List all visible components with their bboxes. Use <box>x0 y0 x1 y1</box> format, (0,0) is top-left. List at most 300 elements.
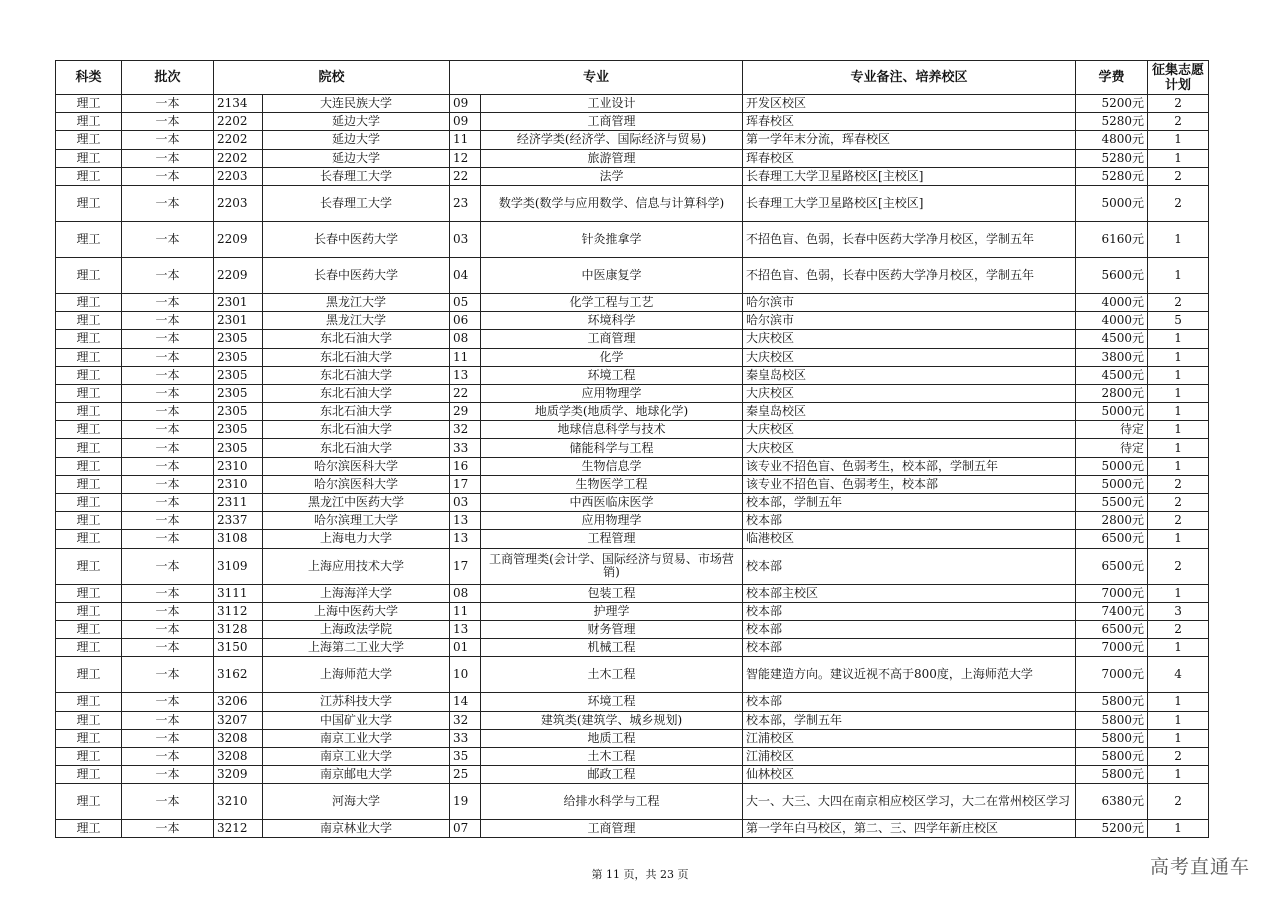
cell-school-name: 上海第二工业大学 <box>263 639 450 657</box>
cell-batch: 一本 <box>122 747 214 765</box>
cell-school-code: 2202 <box>214 113 263 131</box>
cell-category: 理工 <box>56 584 122 602</box>
cell-remark: 仙林校区 <box>743 766 1076 784</box>
cell-batch: 一本 <box>122 784 214 820</box>
cell-school-code: 2209 <box>214 221 263 257</box>
cell-major-code: 09 <box>450 113 481 131</box>
cell-remark: 大庆校区 <box>743 348 1076 366</box>
cell-major-code: 32 <box>450 421 481 439</box>
cell-tuition: 5000元 <box>1076 457 1148 475</box>
table-row <box>56 95 1209 113</box>
table-row <box>56 475 1209 493</box>
header-remark: 专业备注、培养校区 <box>743 61 1076 95</box>
table-row <box>56 693 1209 711</box>
cell-plan: 1 <box>1148 584 1209 602</box>
cell-category: 理工 <box>56 512 122 530</box>
cell-category: 理工 <box>56 439 122 457</box>
cell-major-name: 生物信息学 <box>481 457 743 475</box>
cell-category: 理工 <box>56 257 122 293</box>
cell-school-code: 2202 <box>214 131 263 149</box>
cell-category: 理工 <box>56 475 122 493</box>
cell-school-name: 河海大学 <box>263 784 450 820</box>
cell-category: 理工 <box>56 620 122 638</box>
cell-category: 理工 <box>56 494 122 512</box>
cell-tuition: 4000元 <box>1076 293 1148 311</box>
cell-remark: 校本部，学制五年 <box>743 494 1076 512</box>
cell-tuition: 4800元 <box>1076 131 1148 149</box>
cell-plan: 2 <box>1148 95 1209 113</box>
cell-school-name: 东北石油大学 <box>263 366 450 384</box>
cell-category: 理工 <box>56 366 122 384</box>
cell-school-code: 2310 <box>214 457 263 475</box>
cell-batch: 一本 <box>122 711 214 729</box>
cell-school-code: 3208 <box>214 747 263 765</box>
cell-major-name: 护理学 <box>481 602 743 620</box>
cell-major-name: 工商管理 <box>481 330 743 348</box>
cell-tuition: 待定 <box>1076 421 1148 439</box>
cell-batch: 一本 <box>122 657 214 693</box>
cell-major-name: 工业设计 <box>481 95 743 113</box>
cell-tuition: 6500元 <box>1076 620 1148 638</box>
cell-category: 理工 <box>56 548 122 584</box>
cell-school-name: 黑龙江大学 <box>263 312 450 330</box>
cell-major-name: 邮政工程 <box>481 766 743 784</box>
cell-major-name: 包装工程 <box>481 584 743 602</box>
cell-batch: 一本 <box>122 95 214 113</box>
cell-batch: 一本 <box>122 421 214 439</box>
cell-remark: 江浦校区 <box>743 747 1076 765</box>
cell-batch: 一本 <box>122 693 214 711</box>
cell-tuition: 6500元 <box>1076 530 1148 548</box>
cell-school-name: 延边大学 <box>263 113 450 131</box>
cell-major-name: 应用物理学 <box>481 512 743 530</box>
cell-major-code: 04 <box>450 257 481 293</box>
table-row <box>56 439 1209 457</box>
cell-category: 理工 <box>56 384 122 402</box>
cell-batch: 一本 <box>122 366 214 384</box>
cell-plan: 2 <box>1148 293 1209 311</box>
cell-remark: 校本部 <box>743 620 1076 638</box>
cell-school-code: 2305 <box>214 439 263 457</box>
cell-school-name: 南京林业大学 <box>263 820 450 838</box>
cell-major-code: 23 <box>450 185 481 221</box>
cell-school-code: 3207 <box>214 711 263 729</box>
cell-school-name: 东北石油大学 <box>263 384 450 402</box>
cell-school-code: 3150 <box>214 639 263 657</box>
cell-school-name: 延边大学 <box>263 131 450 149</box>
table-row <box>56 657 1209 693</box>
cell-major-code: 06 <box>450 312 481 330</box>
cell-major-code: 11 <box>450 348 481 366</box>
cell-school-code: 2305 <box>214 403 263 421</box>
cell-major-name: 法学 <box>481 167 743 185</box>
cell-batch: 一本 <box>122 131 214 149</box>
cell-major-name: 中西医临床医学 <box>481 494 743 512</box>
cell-plan: 2 <box>1148 475 1209 493</box>
cell-major-code: 35 <box>450 747 481 765</box>
cell-category: 理工 <box>56 657 122 693</box>
cell-major-name: 针灸推拿学 <box>481 221 743 257</box>
cell-tuition: 待定 <box>1076 439 1148 457</box>
cell-tuition: 5000元 <box>1076 403 1148 421</box>
cell-major-code: 17 <box>450 548 481 584</box>
cell-school-name: 南京邮电大学 <box>263 766 450 784</box>
cell-remark: 该专业不招色盲、色弱考生，校本部 <box>743 475 1076 493</box>
cell-plan: 1 <box>1148 766 1209 784</box>
cell-remark: 临港校区 <box>743 530 1076 548</box>
cell-tuition: 7000元 <box>1076 657 1148 693</box>
cell-school-name: 东北石油大学 <box>263 421 450 439</box>
cell-plan: 2 <box>1148 113 1209 131</box>
cell-category: 理工 <box>56 95 122 113</box>
cell-remark: 珲春校区 <box>743 113 1076 131</box>
cell-tuition: 5800元 <box>1076 729 1148 747</box>
cell-plan: 1 <box>1148 421 1209 439</box>
cell-school-code: 2305 <box>214 421 263 439</box>
watermark-text: 高考直通车 <box>1149 856 1250 878</box>
cell-category: 理工 <box>56 312 122 330</box>
cell-tuition: 5500元 <box>1076 494 1148 512</box>
cell-plan: 1 <box>1148 131 1209 149</box>
cell-plan: 2 <box>1148 620 1209 638</box>
cell-plan: 1 <box>1148 711 1209 729</box>
cell-major-name: 机械工程 <box>481 639 743 657</box>
cell-category: 理工 <box>56 820 122 838</box>
cell-school-code: 2305 <box>214 348 263 366</box>
cell-tuition: 6380元 <box>1076 784 1148 820</box>
cell-school-name: 南京工业大学 <box>263 729 450 747</box>
cell-school-code: 2310 <box>214 475 263 493</box>
cell-major-code: 05 <box>450 293 481 311</box>
cell-school-name: 中国矿业大学 <box>263 711 450 729</box>
cell-remark: 智能建造方向。建议近视不高于800度，上海师范大学 <box>743 657 1076 693</box>
cell-major-code: 13 <box>450 620 481 638</box>
cell-plan: 1 <box>1148 257 1209 293</box>
cell-school-code: 3206 <box>214 693 263 711</box>
cell-category: 理工 <box>56 693 122 711</box>
cell-major-code: 32 <box>450 711 481 729</box>
table-row <box>56 820 1209 838</box>
cell-plan: 2 <box>1148 167 1209 185</box>
cell-school-name: 长春理工大学 <box>263 167 450 185</box>
cell-remark: 大庆校区 <box>743 384 1076 402</box>
cell-major-name: 工程管理 <box>481 530 743 548</box>
cell-batch: 一本 <box>122 820 214 838</box>
cell-remark: 哈尔滨市 <box>743 312 1076 330</box>
cell-major-code: 01 <box>450 639 481 657</box>
cell-batch: 一本 <box>122 257 214 293</box>
cell-major-code: 17 <box>450 475 481 493</box>
cell-plan: 1 <box>1148 348 1209 366</box>
cell-major-code: 16 <box>450 457 481 475</box>
cell-major-name: 旅游管理 <box>481 149 743 167</box>
cell-school-name: 上海政法学院 <box>263 620 450 638</box>
cell-batch: 一本 <box>122 530 214 548</box>
table-row <box>56 784 1209 820</box>
cell-school-code: 2202 <box>214 149 263 167</box>
cell-tuition: 5200元 <box>1076 95 1148 113</box>
cell-batch: 一本 <box>122 312 214 330</box>
cell-plan: 1 <box>1148 530 1209 548</box>
cell-batch: 一本 <box>122 403 214 421</box>
table-row <box>56 113 1209 131</box>
cell-major-name: 给排水科学与工程 <box>481 784 743 820</box>
cell-tuition: 6500元 <box>1076 548 1148 584</box>
cell-major-name: 化学工程与工艺 <box>481 293 743 311</box>
cell-major-code: 25 <box>450 766 481 784</box>
cell-school-code: 2305 <box>214 330 263 348</box>
cell-school-code: 2305 <box>214 366 263 384</box>
cell-plan: 1 <box>1148 384 1209 402</box>
cell-tuition: 5800元 <box>1076 747 1148 765</box>
cell-school-name: 哈尔滨医科大学 <box>263 475 450 493</box>
cell-major-code: 10 <box>450 657 481 693</box>
cell-major-code: 11 <box>450 602 481 620</box>
cell-tuition: 5280元 <box>1076 113 1148 131</box>
cell-remark: 不招色盲、色弱，长春中医药大学净月校区，学制五年 <box>743 221 1076 257</box>
cell-major-name: 地质学类(地质学、地球化学) <box>481 403 743 421</box>
cell-major-code: 19 <box>450 784 481 820</box>
cell-major-code: 13 <box>450 512 481 530</box>
cell-school-code: 3208 <box>214 729 263 747</box>
page-number: 第 11 页，共 23 页 <box>591 868 689 881</box>
cell-school-name: 哈尔滨医科大学 <box>263 457 450 475</box>
cell-tuition: 4000元 <box>1076 312 1148 330</box>
cell-batch: 一本 <box>122 512 214 530</box>
header-batch: 批次 <box>122 61 214 95</box>
cell-tuition: 5280元 <box>1076 149 1148 167</box>
cell-tuition: 5800元 <box>1076 766 1148 784</box>
cell-school-code: 3210 <box>214 784 263 820</box>
cell-tuition: 5600元 <box>1076 257 1148 293</box>
cell-major-code: 22 <box>450 167 481 185</box>
cell-school-name: 长春中医药大学 <box>263 257 450 293</box>
table-row <box>56 747 1209 765</box>
cell-school-code: 3212 <box>214 820 263 838</box>
cell-category: 理工 <box>56 729 122 747</box>
cell-remark: 珲春校区 <box>743 149 1076 167</box>
header-major: 专业 <box>450 61 743 95</box>
table-row <box>56 185 1209 221</box>
cell-batch: 一本 <box>122 584 214 602</box>
cell-batch: 一本 <box>122 185 214 221</box>
cell-plan: 1 <box>1148 729 1209 747</box>
cell-major-name: 工商管理 <box>481 113 743 131</box>
table-row <box>56 766 1209 784</box>
cell-batch: 一本 <box>122 620 214 638</box>
table-row <box>56 494 1209 512</box>
cell-remark: 该专业不招色盲、色弱考生，校本部，学制五年 <box>743 457 1076 475</box>
cell-remark: 不招色盲、色弱，长春中医药大学净月校区，学制五年 <box>743 257 1076 293</box>
cell-plan: 1 <box>1148 693 1209 711</box>
table-row <box>56 711 1209 729</box>
cell-school-code: 2337 <box>214 512 263 530</box>
cell-plan: 1 <box>1148 330 1209 348</box>
cell-tuition: 5800元 <box>1076 711 1148 729</box>
table-row <box>56 149 1209 167</box>
cell-remark: 哈尔滨市 <box>743 293 1076 311</box>
table-row <box>56 167 1209 185</box>
cell-major-code: 03 <box>450 494 481 512</box>
cell-school-code: 2301 <box>214 312 263 330</box>
cell-major-name: 环境工程 <box>481 366 743 384</box>
cell-batch: 一本 <box>122 602 214 620</box>
table-row <box>56 384 1209 402</box>
cell-batch: 一本 <box>122 113 214 131</box>
table-row <box>56 457 1209 475</box>
table-row <box>56 221 1209 257</box>
cell-category: 理工 <box>56 530 122 548</box>
cell-major-code: 07 <box>450 820 481 838</box>
cell-major-name: 建筑类(建筑学、城乡规划) <box>481 711 743 729</box>
table-row <box>56 512 1209 530</box>
cell-tuition: 4500元 <box>1076 366 1148 384</box>
header-school: 院校 <box>214 61 450 95</box>
cell-plan: 4 <box>1148 657 1209 693</box>
cell-remark: 长春理工大学卫星路校区[主校区] <box>743 185 1076 221</box>
cell-tuition: 4500元 <box>1076 330 1148 348</box>
cell-plan: 3 <box>1148 602 1209 620</box>
cell-major-code: 22 <box>450 384 481 402</box>
cell-major-code: 03 <box>450 221 481 257</box>
cell-batch: 一本 <box>122 439 214 457</box>
table-row <box>56 293 1209 311</box>
table-row <box>56 548 1209 584</box>
cell-category: 理工 <box>56 766 122 784</box>
cell-school-code: 3109 <box>214 548 263 584</box>
cell-tuition: 5200元 <box>1076 820 1148 838</box>
cell-major-code: 09 <box>450 95 481 113</box>
cell-school-name: 江苏科技大学 <box>263 693 450 711</box>
cell-major-name: 工商管理类(会计学、国际经济与贸易、市场营销) <box>481 548 743 584</box>
cell-major-name: 财务管理 <box>481 620 743 638</box>
cell-remark: 校本部 <box>743 602 1076 620</box>
cell-tuition: 3800元 <box>1076 348 1148 366</box>
cell-major-name: 中医康复学 <box>481 257 743 293</box>
header-category: 科类 <box>56 61 122 95</box>
cell-remark: 校本部，学制五年 <box>743 711 1076 729</box>
cell-tuition: 6160元 <box>1076 221 1148 257</box>
cell-category: 理工 <box>56 747 122 765</box>
cell-school-name: 东北石油大学 <box>263 330 450 348</box>
cell-plan: 2 <box>1148 494 1209 512</box>
cell-category: 理工 <box>56 639 122 657</box>
cell-plan: 1 <box>1148 403 1209 421</box>
cell-major-name: 生物医学工程 <box>481 475 743 493</box>
cell-tuition: 5000元 <box>1076 185 1148 221</box>
cell-major-name: 环境科学 <box>481 312 743 330</box>
cell-school-code: 2305 <box>214 384 263 402</box>
cell-school-name: 上海海洋大学 <box>263 584 450 602</box>
cell-major-name: 化学 <box>481 348 743 366</box>
cell-plan: 2 <box>1148 512 1209 530</box>
cell-major-code: 13 <box>450 530 481 548</box>
header-plan: 征集志愿计划 <box>1148 61 1209 95</box>
enrollment-table <box>55 60 1209 838</box>
table-row <box>56 403 1209 421</box>
cell-plan: 2 <box>1148 784 1209 820</box>
table-row <box>56 620 1209 638</box>
cell-category: 理工 <box>56 185 122 221</box>
cell-remark: 秦皇岛校区 <box>743 403 1076 421</box>
table-row <box>56 639 1209 657</box>
cell-major-code: 08 <box>450 584 481 602</box>
cell-school-name: 黑龙江中医药大学 <box>263 494 450 512</box>
cell-major-code: 11 <box>450 131 481 149</box>
cell-major-name: 经济学类(经济学、国际经济与贸易) <box>481 131 743 149</box>
cell-major-code: 08 <box>450 330 481 348</box>
cell-batch: 一本 <box>122 494 214 512</box>
cell-school-name: 延边大学 <box>263 149 450 167</box>
cell-school-name: 哈尔滨理工大学 <box>263 512 450 530</box>
cell-plan: 1 <box>1148 366 1209 384</box>
cell-major-name: 数学类(数学与应用数学、信息与计算科学) <box>481 185 743 221</box>
cell-remark: 校本部主校区 <box>743 584 1076 602</box>
cell-remark: 江浦校区 <box>743 729 1076 747</box>
cell-category: 理工 <box>56 149 122 167</box>
cell-batch: 一本 <box>122 548 214 584</box>
cell-batch: 一本 <box>122 475 214 493</box>
table-row <box>56 584 1209 602</box>
cell-major-name: 土木工程 <box>481 747 743 765</box>
cell-school-code: 2134 <box>214 95 263 113</box>
cell-school-name: 上海师范大学 <box>263 657 450 693</box>
table-row <box>56 348 1209 366</box>
cell-plan: 1 <box>1148 149 1209 167</box>
cell-school-code: 3128 <box>214 620 263 638</box>
cell-school-code: 3162 <box>214 657 263 693</box>
header-tuition: 学费 <box>1076 61 1148 95</box>
cell-tuition: 7000元 <box>1076 584 1148 602</box>
cell-batch: 一本 <box>122 348 214 366</box>
cell-batch: 一本 <box>122 729 214 747</box>
cell-category: 理工 <box>56 784 122 820</box>
cell-tuition: 5280元 <box>1076 167 1148 185</box>
cell-school-name: 上海电力大学 <box>263 530 450 548</box>
cell-batch: 一本 <box>122 457 214 475</box>
table-row <box>56 366 1209 384</box>
cell-batch: 一本 <box>122 167 214 185</box>
cell-plan: 2 <box>1148 185 1209 221</box>
cell-category: 理工 <box>56 113 122 131</box>
cell-major-name: 地质工程 <box>481 729 743 747</box>
cell-category: 理工 <box>56 221 122 257</box>
cell-remark: 大庆校区 <box>743 421 1076 439</box>
cell-school-name: 黑龙江大学 <box>263 293 450 311</box>
cell-category: 理工 <box>56 131 122 149</box>
cell-category: 理工 <box>56 602 122 620</box>
cell-tuition: 2800元 <box>1076 512 1148 530</box>
cell-school-code: 3108 <box>214 530 263 548</box>
cell-school-name: 长春理工大学 <box>263 185 450 221</box>
cell-major-name: 工商管理 <box>481 820 743 838</box>
table-header-row <box>56 61 1209 95</box>
table-row <box>56 602 1209 620</box>
cell-major-code: 13 <box>450 366 481 384</box>
cell-plan: 1 <box>1148 639 1209 657</box>
cell-major-code: 12 <box>450 149 481 167</box>
cell-school-code: 2311 <box>214 494 263 512</box>
table-row <box>56 530 1209 548</box>
cell-remark: 开发区校区 <box>743 95 1076 113</box>
cell-plan: 1 <box>1148 820 1209 838</box>
cell-plan: 5 <box>1148 312 1209 330</box>
cell-school-name: 大连民族大学 <box>263 95 450 113</box>
cell-school-name: 长春中医药大学 <box>263 221 450 257</box>
cell-tuition: 2800元 <box>1076 384 1148 402</box>
cell-major-name: 储能科学与工程 <box>481 439 743 457</box>
cell-remark: 校本部 <box>743 693 1076 711</box>
